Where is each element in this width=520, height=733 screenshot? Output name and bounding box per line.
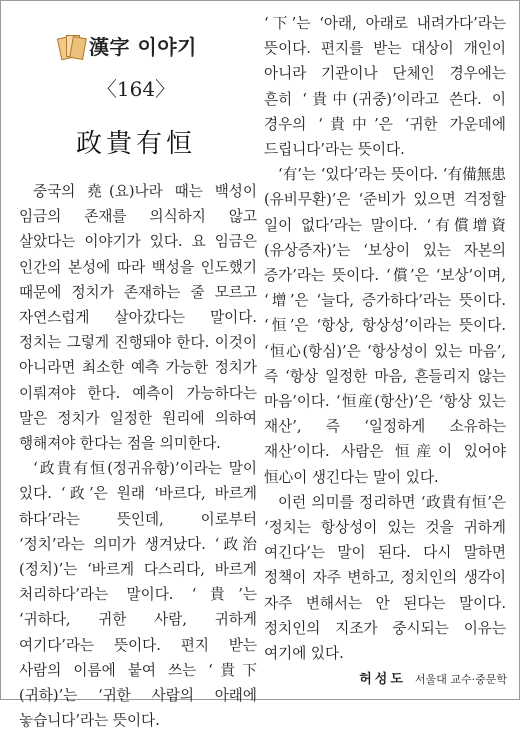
byline: [359, 668, 507, 687]
series-banner: [59, 31, 197, 60]
right-column: [264, 11, 506, 666]
headline: 政貴有恒: [75, 129, 196, 159]
author-name: 허성도: [359, 672, 406, 687]
author-affiliation: 서울대 교수·중문학: [414, 673, 507, 686]
issue-number: 〈164〉: [96, 77, 176, 101]
paragraph-2-end: ‘下’는 ‘아래, 아래로 내려가다’라는 뜻이다. 편지를 받는 대상이 개인이 아니라 기관이나 단체인 경우에는 흔히 ‘貴中(귀중)’이라고 쓴다. 이 경우의 ‘貴中’은 ‘귀한 가운데에 드립니다’라는 뜻이다.: [264, 15, 506, 159]
book-pages-icon: [59, 34, 83, 58]
article-header: [15, 1, 257, 179]
paragraph-1: 중국의 堯(요)나라 때는 백성이 임금의 존재를 의식하지 않고 살았다는 이야기가 있다. 요 임금은 인간의 본성에 따라 백성을 인도했기 때문에 정치가 존재하는 줄 모르고 자연스럽게 살아갔다는 말이다. 정치는 그렇게 진행돼야 한다. 이것이 아니라면 최소한 예측 가능한 정치가 이뤄져야 한다. 예측이 가능하다는 말은 정치가 일정한 원리에 의하여 행해져야 한다는 점을 의미한다.: [19, 183, 257, 453]
paragraph-4: 이런 의미를 정리하면 ‘政貴有恒’은 ‘정치는 항상성이 있는 것을 귀하게 여긴다’는 말이 된다. 다시 말하면 정책이 자주 변하고, 정치인의 생각이 자주 변해서는 안 된다는 말이다. 정치인의 지조가 중시되는 이유는 여기에 있다.: [264, 493, 506, 663]
paragraph-2-start: ‘政貴有恒(정귀유항)’이라는 말이 있다. ‘政’은 원래 ‘바르다, 바르게 하다’라는 뜻인데, 이로부터 ‘정치’라는 의미가 생겨났다. ‘政治(정치)’는 ‘바르게 다스리다, 바르게 처리하다’라는 말이다. ‘貴’는 ‘귀하다, 귀한 사람, 귀하게 여기다’라는 뜻이다. 편지 받는 사람의 이름에 붙여 쓰는 ‘貴下(귀하)’는 ‘귀한 사람의 아래에 놓습니다’라는 뜻이다.: [19, 460, 257, 730]
paragraph-3: ‘有’는 ‘있다’라는 뜻이다. ‘有備無患(유비무환)’은 ‘준비가 있으면 걱정할 일이 없다’라는 말이다. ‘有償增資(유상증자)’는 ‘보상이 있는 자본의 증가’라는 뜻이다. ‘償’은 ‘보상’이며, ‘增’은 ‘늘다, 증가하다’라는 뜻이다. ‘恒’은 ‘항상, 항상성’이라는 뜻이다. ‘恒心(항심)’은 ‘항상성이 있는 마음’, 즉 ‘항상 일정한 마음, 흔들리지 않는 마음’이다. ‘恒産(항산)’은 ‘항상 있는 재산’, 즉 ‘일정하게 소유하는 재산’이다. 사람은 恒産이 있어야 恒心이 생긴다는 말이 있다.: [264, 166, 506, 486]
left-column: [15, 1, 257, 733]
series-title: 漢字 이야기: [89, 35, 197, 59]
